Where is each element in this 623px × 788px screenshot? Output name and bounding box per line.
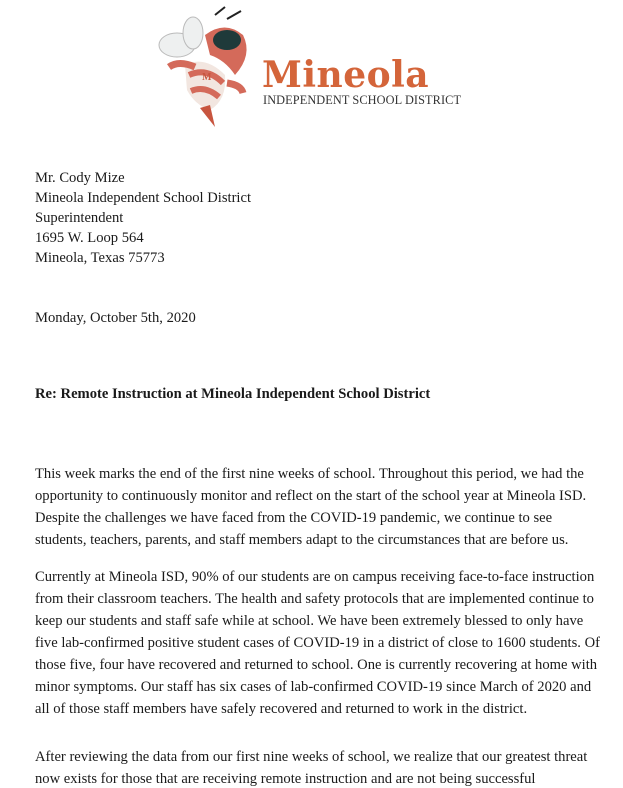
text-line: all of those staff members have safely recovered and returned to work in the district.	[35, 701, 528, 717]
district-subtitle: INDEPENDENT SCHOOL DISTRICT	[263, 93, 462, 107]
text-line: After reviewing the data from our first nine weeks of school, we realize that our greatest threat	[35, 749, 588, 765]
address-line: Superintendent	[35, 210, 124, 226]
address-line: 1695 W. Loop 564	[35, 230, 144, 246]
address-line: Mineola Independent School District	[35, 190, 252, 206]
district-name: Mineola	[262, 54, 430, 96]
letter-subject: Re: Remote Instruction at Mineola Independent School District	[35, 386, 431, 402]
letter-date: Monday, October 5th, 2020	[35, 310, 196, 326]
text-line: keep our students and staff safe while at school. We have been extremely blessed to only have	[35, 613, 584, 629]
text-line: now exists for those that are receiving remote instruction and are not being successful	[35, 771, 536, 787]
svg-text:M: M	[202, 72, 212, 83]
text-line: This week marks the end of the first nine weeks of school. Throughout this period, we had the	[35, 466, 584, 482]
hornet-mascot-icon	[155, 5, 265, 130]
text-line: Despite the challenges we have faced from the COVID-19 pandemic, we continue to see	[35, 510, 553, 526]
text-line: minor symptoms. Our staff has six cases of lab-confirmed COVID-19 since March of 2020 and	[35, 679, 592, 695]
text-line: those five, four have recovered and returned to school. One is currently recovering at home with	[35, 657, 598, 673]
text-line: five lab-confirmed positive student cases of COVID-19 in a district of close to 1600 students. Of	[35, 635, 600, 651]
text-line: opportunity to continuously monitor and reflect on the start of the school year at Mineola ISD.	[35, 488, 587, 504]
address-line: Mineola, Texas 75773	[35, 250, 165, 266]
text-line: from their classroom teachers. The health and safety protocols that are implemented continue to	[35, 591, 594, 607]
text-line: students, teachers, parents, and staff members adapt to the circumstances that are before us.	[35, 532, 569, 548]
text-line: Currently at Mineola ISD, 90% of our students are on campus receiving face-to-face instruction	[35, 569, 595, 585]
address-line: Mr. Cody Mize	[35, 170, 125, 186]
